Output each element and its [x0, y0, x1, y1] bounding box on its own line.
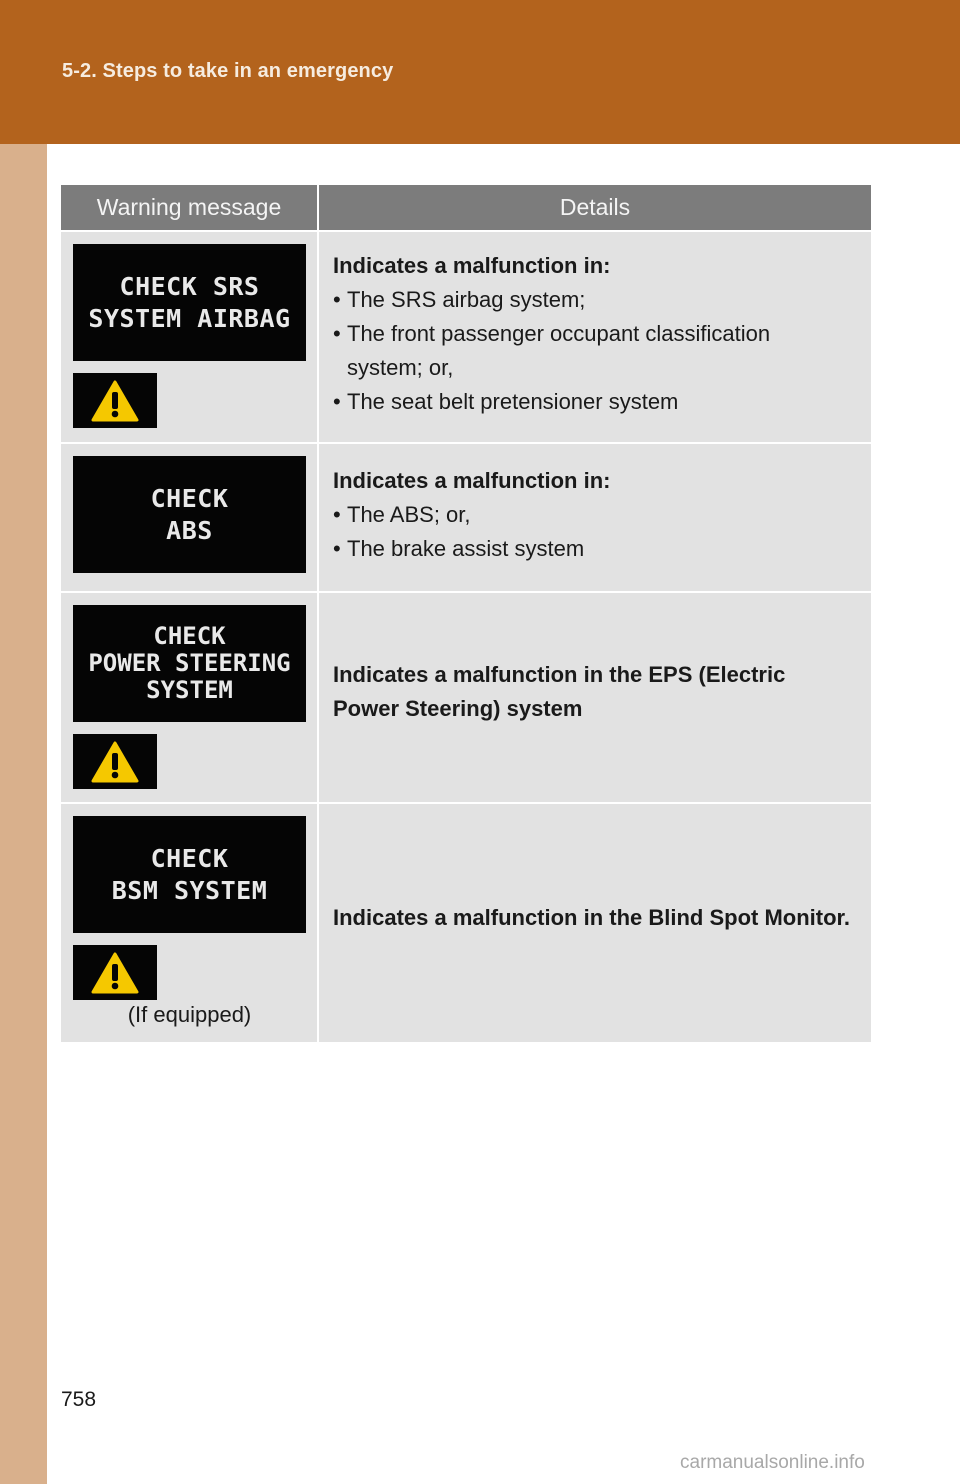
page-number: 758	[61, 1388, 97, 1411]
display-message-power-steering	[73, 605, 306, 722]
display-line: CHECK SRS	[119, 271, 260, 301]
details-item-text: The SRS airbag system;	[347, 287, 586, 312]
details-item-text: The ABS; or,	[347, 502, 471, 527]
display-line: CHECK	[150, 483, 229, 513]
details-text: Indicates a malfunction in the Blind Spot Monitor.	[333, 905, 851, 930]
details-item-text: The brake assist system	[347, 536, 585, 561]
display-message-bsm	[73, 816, 306, 933]
equipment-note: (If equipped)	[127, 1002, 252, 1027]
table-row	[61, 592, 871, 803]
details-cell	[318, 803, 871, 1042]
details-heading: Indicates a malfunction in:	[333, 468, 611, 493]
warning-message-cell	[61, 592, 318, 803]
table-header-row	[61, 185, 871, 231]
warning-message-cell	[61, 803, 318, 1042]
details-item-text: The front passenger occupant classification system; or,	[347, 321, 771, 380]
details-text: Indicates a malfunction in the EPS (Electric Power Steering) system	[333, 661, 786, 721]
warning-triangle-icon	[91, 380, 139, 422]
details-cell	[318, 443, 871, 592]
details-item	[333, 498, 851, 532]
display-line: BSM SYSTEM	[111, 875, 268, 905]
warning-message-cell	[61, 231, 318, 443]
watermark-text: carmanualsonline.info	[680, 1452, 865, 1473]
details-heading: Indicates a malfunction in:	[333, 253, 611, 278]
master-warning-indicator	[73, 373, 157, 428]
table-row	[61, 231, 871, 443]
details-cell	[318, 592, 871, 803]
display-line: SYSTEM	[146, 676, 233, 704]
bullet: •	[333, 536, 341, 561]
display-message-srs-airbag	[73, 244, 306, 361]
warning-table	[61, 185, 871, 1042]
table-row	[61, 803, 871, 1042]
display-line: CHECK	[150, 843, 229, 873]
details-item	[333, 283, 851, 317]
warning-message-cell	[61, 443, 318, 592]
column-header-details: Details	[318, 185, 871, 231]
details-item	[333, 385, 851, 419]
section-title: 5-2. Steps to take in an emergency	[62, 60, 394, 82]
bullet: •	[333, 389, 341, 414]
display-line: POWER STEERING	[88, 649, 291, 677]
bullet: •	[333, 502, 341, 527]
details-item	[333, 317, 851, 385]
display-line: SYSTEM AIRBAG	[88, 303, 291, 333]
display-message-abs	[73, 456, 306, 573]
details-item-text: The seat belt pretensioner system	[347, 389, 679, 414]
display-line: ABS	[166, 515, 213, 545]
side-strip	[0, 144, 47, 1484]
details-item	[333, 532, 851, 566]
master-warning-indicator	[73, 734, 157, 789]
table-row	[61, 443, 871, 592]
details-cell	[318, 231, 871, 443]
warning-triangle-icon	[91, 952, 139, 994]
bullet: •	[333, 287, 341, 312]
bullet: •	[333, 321, 341, 346]
warning-triangle-icon	[91, 741, 139, 783]
display-line: CHECK	[153, 622, 226, 650]
column-header-warning-message: Warning message	[61, 185, 318, 231]
master-warning-indicator	[73, 945, 157, 1000]
